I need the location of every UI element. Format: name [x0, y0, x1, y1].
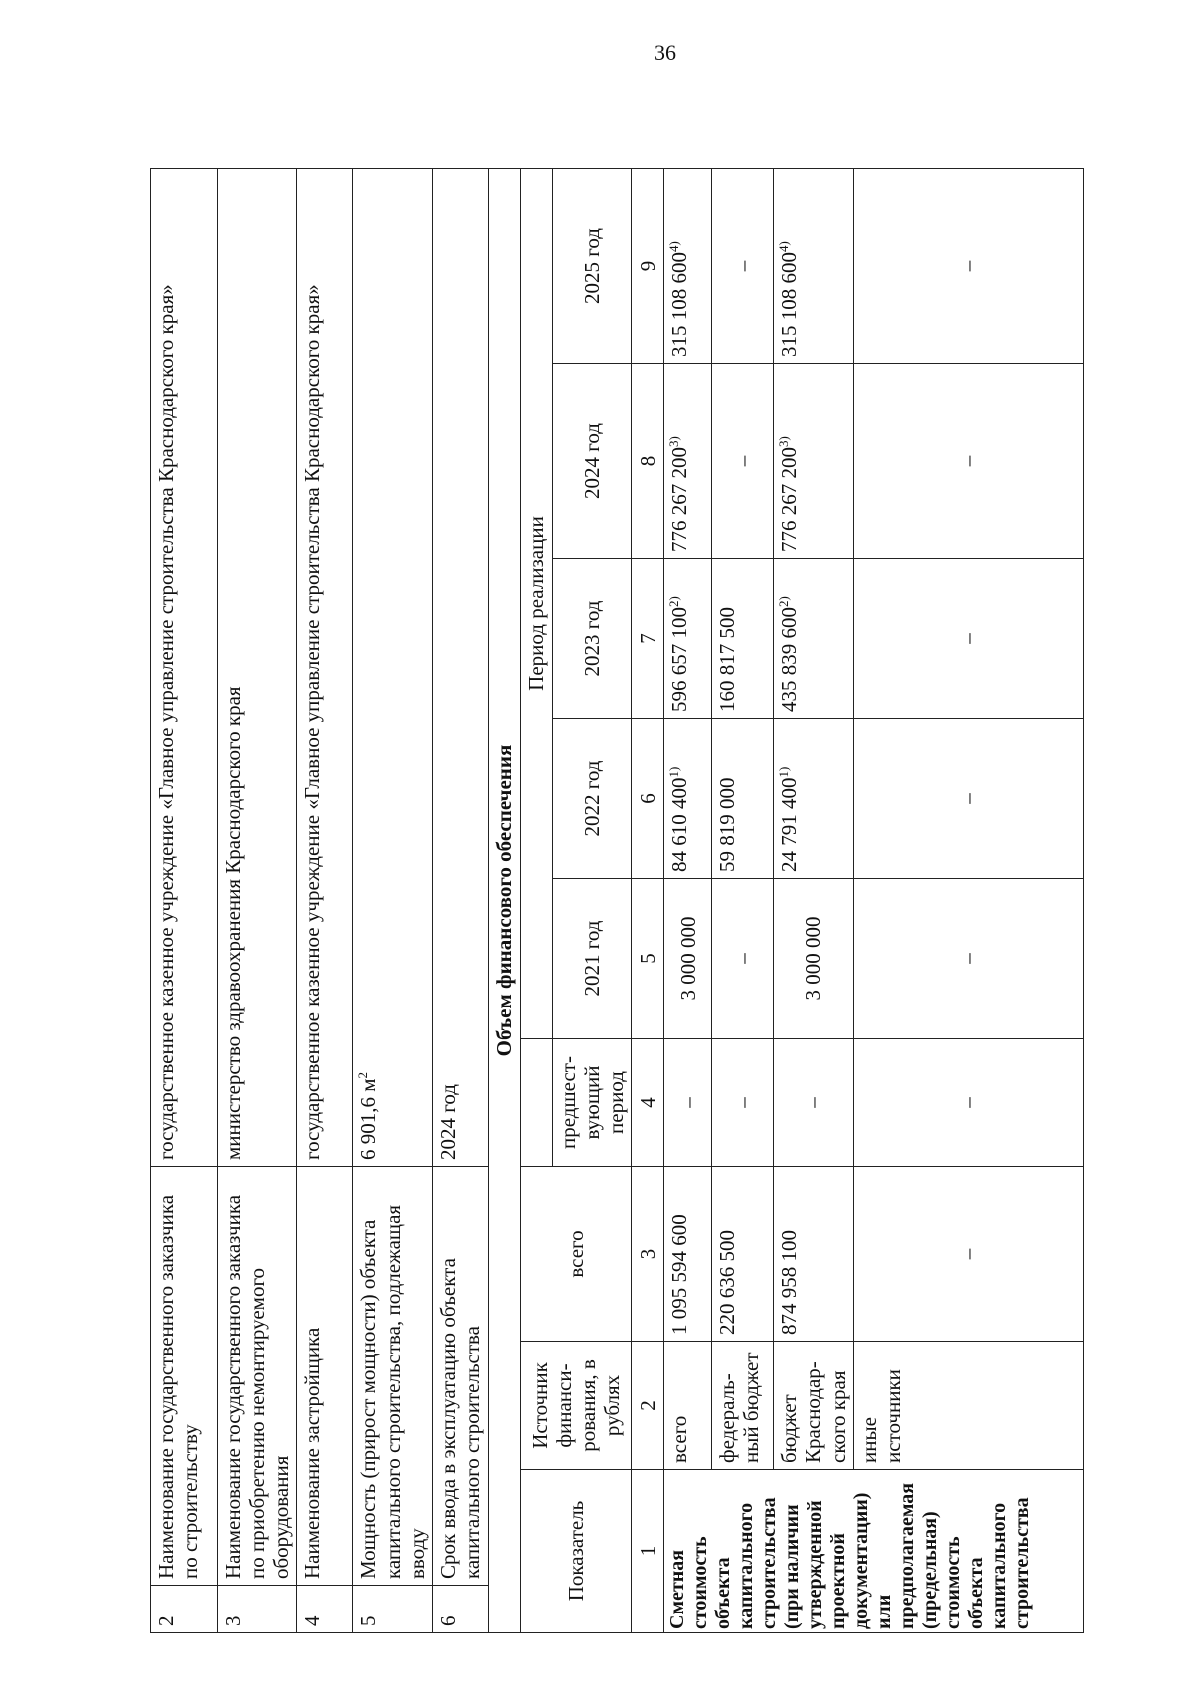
source-label: иные источники	[853, 1342, 1083, 1470]
info-num: 3	[218, 1585, 296, 1632]
info-label-cell	[353, 1167, 432, 1633]
info-row	[218, 169, 297, 1633]
value-cell: –	[853, 719, 1083, 879]
finance-header-row-1	[520, 169, 552, 1633]
value-cell: 24 791 400$^{1)}$	[774, 719, 853, 879]
col-number: 3	[632, 1167, 664, 1342]
info-value: министерство здравоохранения Краснодарского края	[218, 169, 297, 1167]
finance-row-total	[664, 169, 712, 1633]
info-label: Наименование застройщика	[300, 1327, 325, 1579]
indicator-text: Сметная стоимость объекта капитального строительства (при наличии утвержденной проектной документации) или предполагаемая (предельная) стоимость объекта капитального строительства	[664, 1470, 1083, 1633]
header-total: всего	[520, 1167, 631, 1342]
page-number: 36	[654, 40, 676, 65]
capacity-value: 6 901,6 м	[356, 1078, 381, 1160]
info-num: 6	[433, 1585, 488, 1632]
info-row	[151, 169, 218, 1633]
value-cell: 776 267 200$^{3)}$	[664, 364, 712, 559]
header-year-2022: 2022 год	[552, 719, 631, 879]
finance-title-row	[488, 169, 520, 1633]
rotated-document	[150, 169, 1050, 1633]
info-value: 2024 год	[432, 169, 488, 1167]
header-year-2021: 2021 год	[552, 879, 631, 1039]
value-cell: 3 000 000	[664, 879, 712, 1039]
info-row	[432, 169, 488, 1633]
info-label-cell	[432, 1167, 488, 1633]
value-cell: 315 108 600$^{4)}$	[664, 169, 712, 364]
info-label-cell	[297, 1167, 353, 1633]
header-year-2025: 2025 год	[552, 169, 631, 364]
value-cell: –	[712, 169, 774, 364]
value-cell: 59 819 000	[712, 719, 774, 879]
col-number: 4	[632, 1039, 664, 1167]
header-year-2023: 2023 год	[552, 559, 631, 719]
header-prev-period: предшест-вующий период	[552, 1039, 631, 1167]
value-cell: 596 657 100$^{2)}$	[664, 559, 712, 719]
header-indicator: Показатель	[520, 1470, 631, 1633]
col-number: 2	[632, 1342, 664, 1470]
finance-title: Объем финансового обеспечения	[488, 169, 520, 1633]
info-value: государственное казенное учреждение «Главное управление строительства Краснодарского края»	[151, 169, 218, 1167]
header-year-2024: 2024 год	[552, 364, 631, 559]
header-source: Источник финанси-рования, в рублях	[520, 1342, 631, 1470]
value-cell: –	[774, 1039, 853, 1167]
info-value: государственное казенное учреждение «Главное управление строительства Краснодарского края»	[297, 169, 353, 1167]
info-num: 4	[297, 1585, 352, 1632]
col-number: 6	[632, 719, 664, 879]
info-label-cell	[151, 1167, 218, 1633]
col-number: 9	[632, 169, 664, 364]
column-numbers-row	[632, 169, 664, 1633]
finance-row-other	[853, 169, 1083, 1633]
source-label: федераль-ный бюджет	[712, 1342, 774, 1470]
col-number: 7	[632, 559, 664, 719]
value-cell: –	[853, 364, 1083, 559]
value-cell: 315 108 600$^{4)}$	[774, 169, 853, 364]
value-cell: –	[712, 1039, 774, 1167]
value-cell: 776 267 200$^{3)}$	[774, 364, 853, 559]
finance-row-federal	[712, 169, 774, 1633]
value-cell: 1 095 594 600	[664, 1167, 712, 1342]
value-cell: –	[853, 879, 1083, 1039]
value-cell: 3 000 000	[774, 879, 853, 1039]
info-num: 2	[151, 1585, 217, 1632]
value-cell: –	[712, 364, 774, 559]
col-number: 8	[632, 364, 664, 559]
source-label: бюджет Краснодар-ского края	[774, 1342, 853, 1470]
info-value	[353, 169, 432, 1167]
source-label: всего	[664, 1342, 712, 1470]
value-cell: –	[664, 1039, 712, 1167]
value-cell: 874 958 100	[774, 1167, 853, 1342]
info-row	[297, 169, 353, 1633]
col-number: 5	[632, 879, 664, 1039]
col-number: 1	[632, 1470, 664, 1633]
info-label: Мощность (прирост мощности) объекта капитального строительства, подлежащая вводу	[356, 1204, 429, 1579]
info-num: 5	[353, 1585, 431, 1632]
value-cell: 435 839 600$^{2)}$	[774, 559, 853, 719]
value-cell: –	[712, 879, 774, 1039]
capacity-unit-sup: 2	[355, 1071, 371, 1079]
header-period: Период реализации	[520, 169, 552, 1039]
value-cell: 160 817 500	[712, 559, 774, 719]
info-rows	[151, 169, 489, 1633]
info-row	[353, 169, 432, 1633]
value-cell: 84 610 400$^{1)}$	[664, 719, 712, 879]
value-cell: –	[853, 1039, 1083, 1167]
value-cell: 220 636 500	[712, 1167, 774, 1342]
value-cell: –	[853, 559, 1083, 719]
info-label-cell	[218, 1167, 297, 1633]
finance-section	[488, 169, 1083, 1633]
value-cell: –	[853, 169, 1083, 364]
value-cell: –	[853, 1167, 1083, 1342]
info-label: Наименование государственного заказчика по строительству	[154, 1194, 203, 1579]
info-label: Срок ввода в эксплуатацию объекта капитального строительства	[435, 1258, 484, 1579]
finance-row-regional	[774, 169, 853, 1633]
passport-table	[150, 168, 1084, 1633]
info-label: Наименование государственного заказчика по приобретению немонтируемого оборудования	[221, 1194, 294, 1579]
